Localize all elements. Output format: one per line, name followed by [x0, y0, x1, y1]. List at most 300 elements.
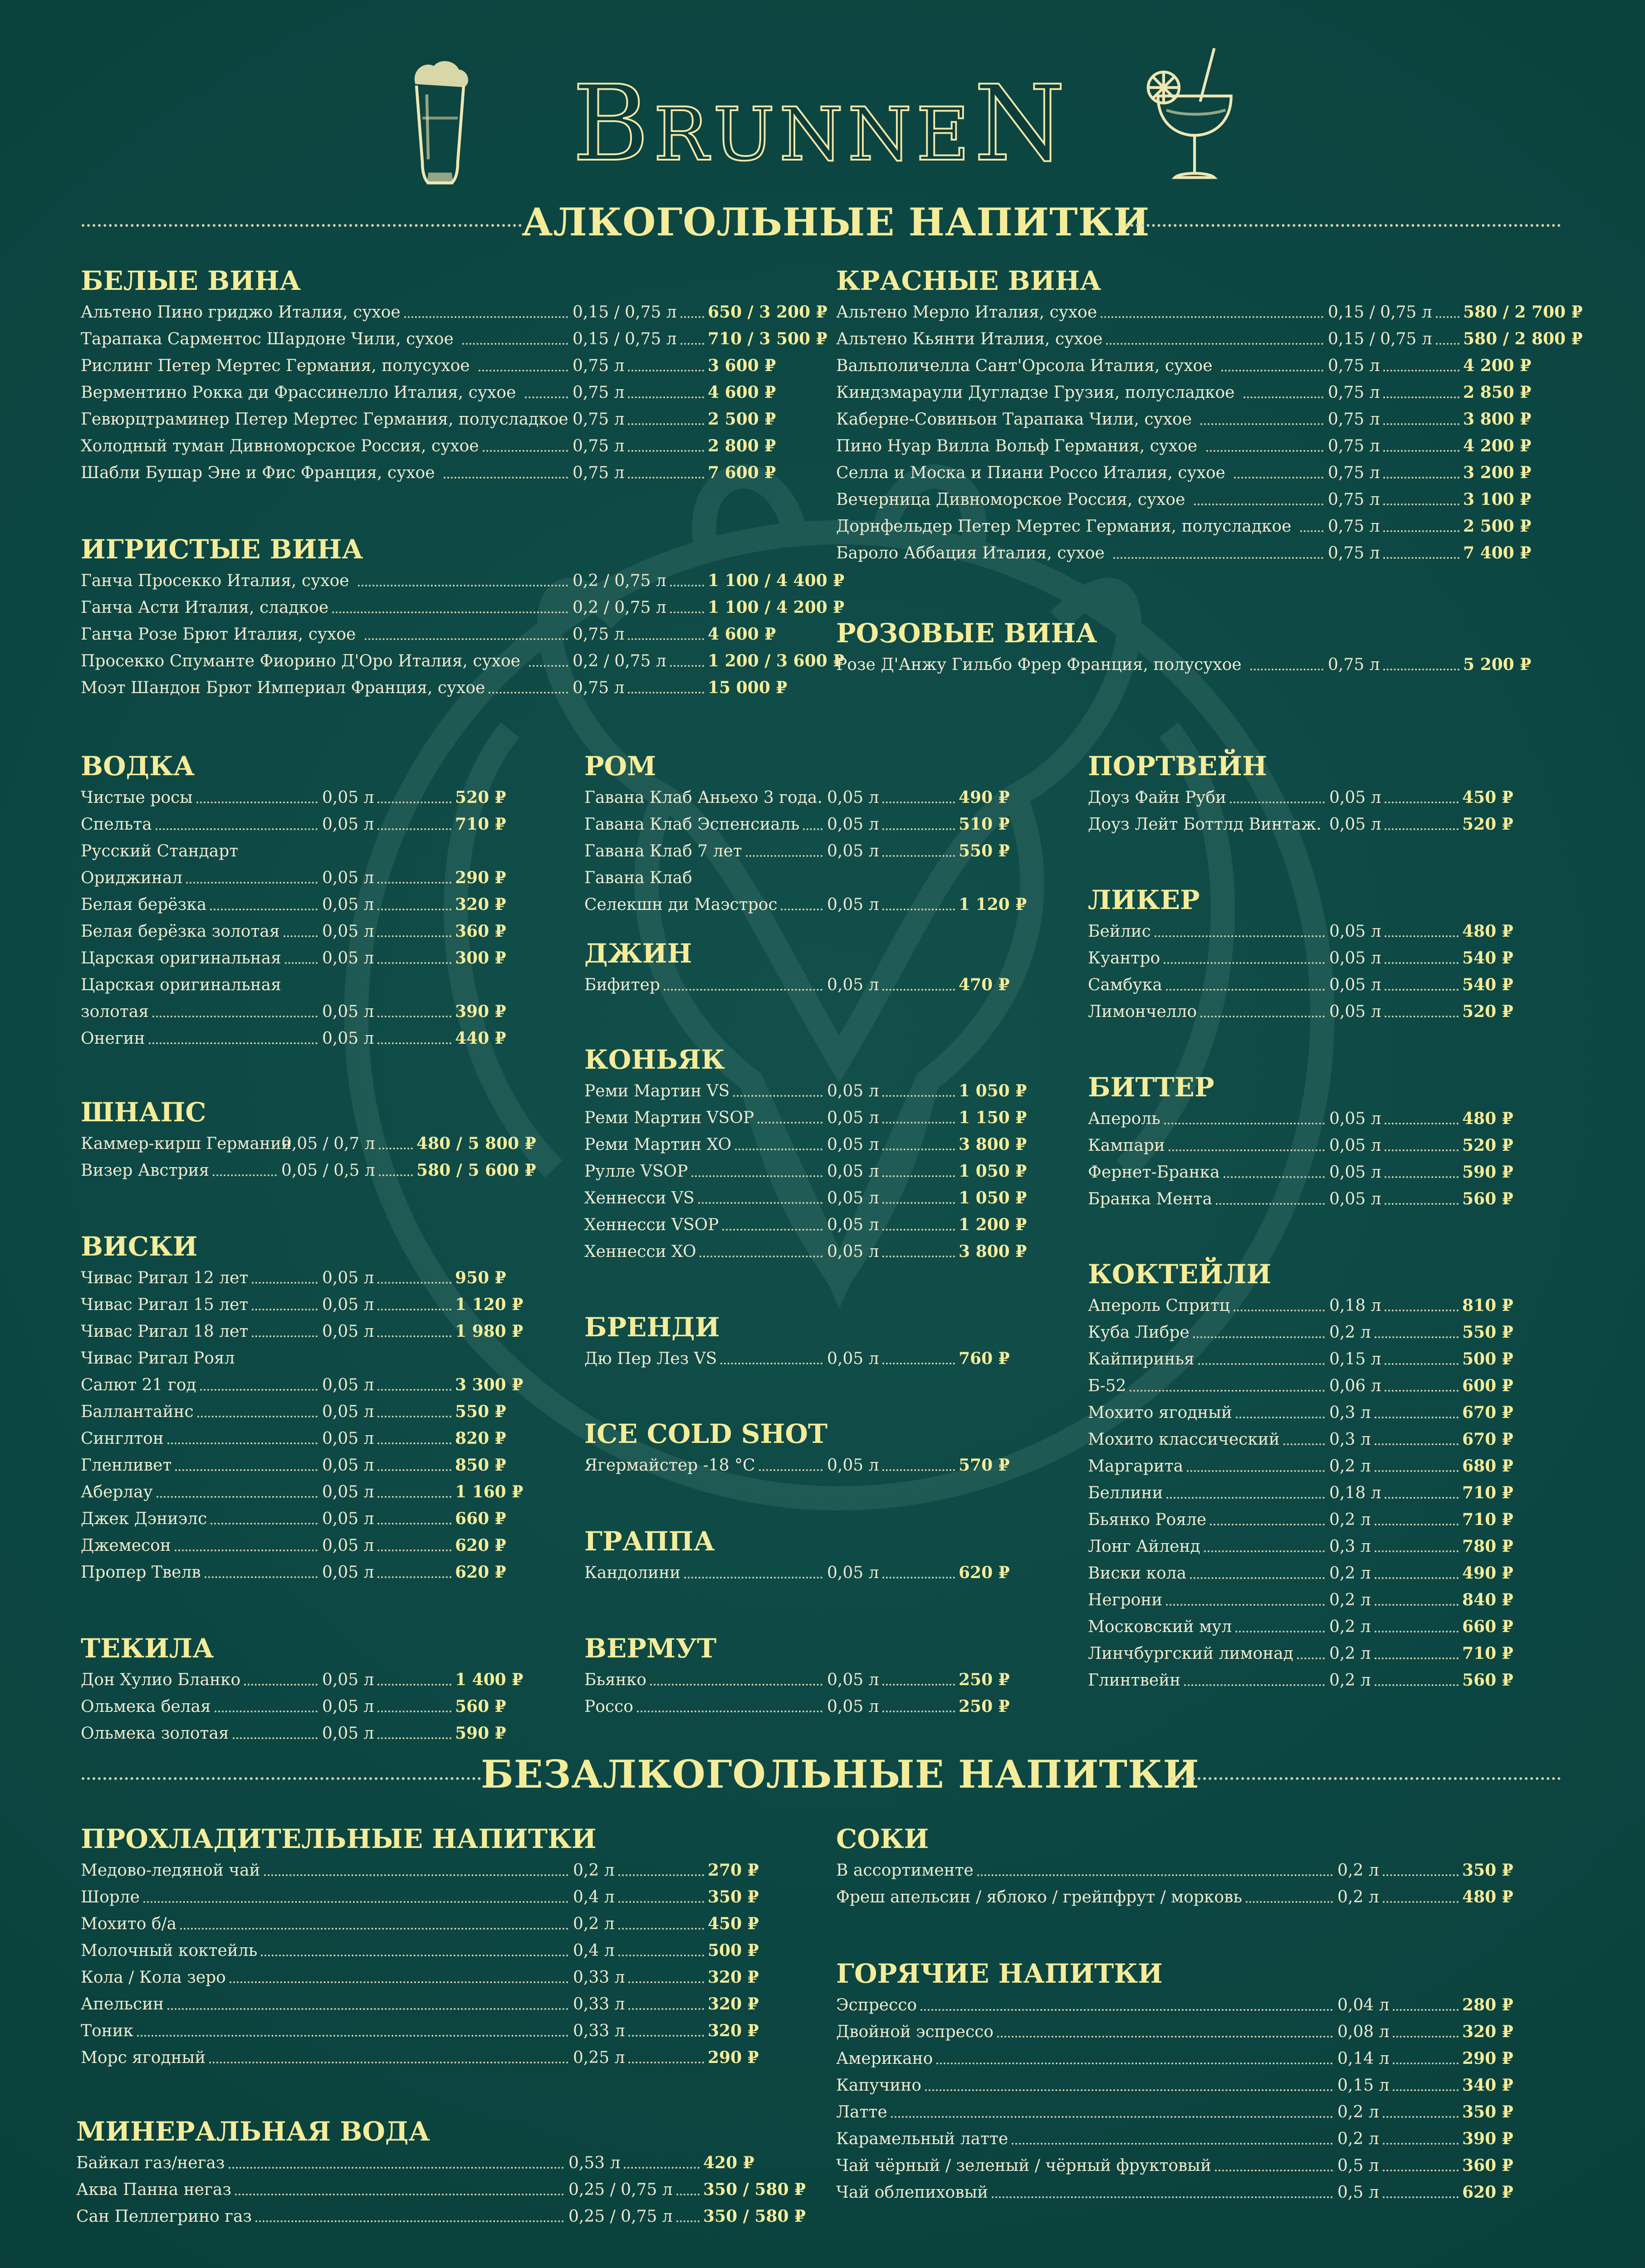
item-volume: 0,05 л [827, 895, 879, 914]
leader-dots [152, 1016, 318, 1017]
item-volume: 0,33 л [573, 1995, 625, 2014]
leader-dots [365, 638, 568, 640]
item-name: Лонг Айленд [1088, 1537, 1200, 1556]
leader-dots [803, 828, 822, 830]
menu-item [1088, 918, 1580, 945]
item-price: 1 100 / 4 200 ₽ [708, 598, 845, 617]
leader-dots [525, 396, 568, 398]
item-name: Рулле VSOP [584, 1162, 688, 1181]
leader-dots [1383, 2143, 1459, 2145]
item-price: 680 ₽ [1462, 1457, 1513, 1476]
leader-dots [379, 1174, 413, 1176]
menu-item [1088, 1373, 1580, 1399]
leader-dots [670, 665, 704, 667]
item-volume: 0,05 л [322, 869, 374, 887]
menu-item [81, 621, 826, 648]
leader-dots [681, 343, 704, 345]
leader-dots [759, 1469, 822, 1471]
item-price: 1 150 ₽ [959, 1108, 1027, 1127]
item-name: Баллантайнс [81, 1403, 194, 1421]
leader-dots [670, 585, 704, 587]
item-volume: 0,05 л [827, 1216, 879, 1234]
group-title-port: ПОРТВЕЙН [1088, 751, 1267, 782]
item-price: 850 ₽ [455, 1456, 506, 1475]
item-name: Русский Стандарт [81, 842, 239, 860]
item-name: Шорле [81, 1888, 140, 1906]
leader-dots [157, 1496, 318, 1498]
leader-dots [1234, 477, 1323, 479]
leader-dots [377, 909, 451, 910]
item-name: Селла и Моска и Пиани Россо Италия, сухое [836, 464, 1225, 482]
leader-dots [1385, 1149, 1459, 1151]
menu-item [81, 1964, 826, 1991]
leader-dots [1383, 1874, 1459, 1876]
leader-dots [1383, 450, 1459, 452]
menu-item [584, 1452, 1077, 1479]
leader-dots [618, 1874, 704, 1876]
leader-dots [992, 2196, 1333, 2198]
leader-dots [1383, 557, 1459, 559]
leader-dots [252, 1309, 318, 1310]
leader-dots [1375, 1417, 1459, 1418]
item-price: 710 ₽ [1462, 1483, 1513, 1502]
item-name: Апероль [1088, 1110, 1160, 1128]
item-price: 550 ₽ [1462, 1323, 1513, 1342]
menu-item [1088, 1667, 1580, 1694]
item-price: 760 ₽ [959, 1349, 1010, 1368]
item-price: 470 ₽ [959, 975, 1010, 994]
leader-dots [1375, 1684, 1459, 1686]
item-volume: 0,18 л [1329, 1296, 1381, 1315]
item-volume: 0,3 л [1329, 1430, 1371, 1449]
item-volume: 0,05 л [322, 788, 374, 807]
item-name: Джек Дэниэлс [81, 1510, 207, 1528]
group-title-rum: РОМ [584, 751, 656, 782]
item-name: Кандолини [584, 1564, 681, 1582]
leader-dots [264, 1874, 568, 1876]
leader-dots [377, 802, 451, 803]
item-volume: 0,05 л [322, 1671, 374, 1689]
leader-dots [1385, 828, 1459, 830]
leader-dots [358, 585, 568, 587]
item-volume: 0,05 л [827, 815, 879, 834]
menu-list-bitter [1088, 1105, 1580, 1212]
item-volume: 0,05 л [827, 1135, 879, 1154]
menu-item [584, 1105, 1077, 1131]
item-price: 350 ₽ [1462, 2102, 1513, 2121]
item-price: 580 / 2 700 ₽ [1463, 303, 1583, 322]
item-price: 320 ₽ [708, 2021, 759, 2040]
leader-dots [1385, 802, 1459, 803]
menu-item [1088, 945, 1580, 972]
item-name: Белая берёзка золотая [81, 922, 280, 941]
item-name: Россо [584, 1697, 633, 1716]
menu-item [836, 2126, 1580, 2152]
group-title-mineral-water: МИНЕРАЛЬНАЯ ВОДА [76, 2116, 430, 2147]
menu-item [1088, 1346, 1580, 1373]
leader-dots [618, 1901, 704, 1903]
item-volume: 0,05 л [1329, 1163, 1381, 1182]
group-title-hot-drinks: ГОРЯЧИЕ НАПИТКИ [836, 1958, 1163, 1989]
leader-dots [882, 989, 955, 991]
item-price: 4 600 ₽ [708, 383, 776, 402]
menu-item [584, 1185, 1077, 1212]
item-name: Моэт Шандон Брют Империал Франция, сухое [81, 679, 485, 697]
item-name: Онегин [81, 1029, 145, 1048]
item-price: 520 ₽ [1462, 815, 1513, 834]
menu-item [1088, 1613, 1580, 1640]
leader-dots [628, 396, 704, 398]
item-name: Байкал газ/негаз [76, 2154, 225, 2172]
menu-item [81, 945, 573, 972]
item-volume: 0,75 л [573, 383, 625, 402]
item-name: Сан Пеллегрино газ [76, 2207, 252, 2226]
leader-dots [1385, 1123, 1459, 1124]
item-price: 540 ₽ [1462, 948, 1513, 968]
item-price: 7 600 ₽ [708, 463, 776, 482]
leader-dots [156, 828, 318, 830]
item-volume: 0,33 л [573, 1968, 625, 1987]
leader-dots [377, 1416, 451, 1418]
item-volume: 0,05 л [827, 788, 879, 807]
item-volume: 0,75 л [573, 625, 625, 644]
item-price: 560 ₽ [455, 1697, 506, 1716]
item-name: Б-52 [1088, 1377, 1126, 1395]
item-price: 2 500 ₽ [708, 410, 776, 429]
menu-item [81, 1372, 573, 1398]
item-name: Мохито классический [1088, 1430, 1280, 1449]
group-title-sparkling-wine: ИГРИСТЫЕ ВИНА [81, 534, 363, 565]
leader-dots [1166, 989, 1325, 991]
menu-list-schnapps [81, 1130, 534, 1184]
item-price: 320 ₽ [1462, 2022, 1513, 2041]
menu-item [584, 1667, 1077, 1693]
item-price: 520 ₽ [455, 788, 506, 807]
item-name: Хеннесси VS [584, 1189, 695, 1207]
brand-logo: BrunneN [572, 64, 1070, 185]
menu-list-juices [836, 1857, 1580, 1911]
item-volume: 0,75 л [573, 357, 625, 375]
leader-dots [684, 1577, 822, 1579]
menu-list-ice-cold-shot [584, 1452, 1077, 1479]
leader-dots [1012, 2143, 1333, 2145]
item-price: 250 ₽ [959, 1697, 1010, 1716]
leader-dots [882, 1149, 955, 1150]
item-name: Альтено Кьянти Италия, сухое [836, 330, 1103, 348]
item-price: 670 ₽ [1462, 1403, 1513, 1422]
item-name: Американо [836, 2049, 933, 2068]
leader-dots [1383, 503, 1459, 505]
group-title-vodka: ВОДКА [81, 751, 195, 782]
leader-dots [1393, 2063, 1459, 2064]
item-name: Дон Хулио Бланко [81, 1671, 241, 1689]
group-title-brandy: БРЕНДИ [584, 1312, 720, 1343]
item-price: 710 ₽ [455, 815, 506, 834]
menu-item [81, 918, 573, 945]
item-volume: 0,33 л [573, 2022, 625, 2040]
menu-list-sparkling-wine [81, 567, 845, 701]
menu-item [584, 972, 1077, 998]
menu-item [1088, 1480, 1580, 1506]
item-volume: 0,05 л [827, 1697, 879, 1716]
menu-item [584, 865, 1077, 891]
item-price: 590 ₽ [455, 1724, 506, 1743]
leader-dots [167, 1442, 318, 1444]
item-price: 350 ₽ [708, 1887, 759, 1906]
leader-dots [285, 962, 318, 964]
item-volume: 0,15 / 0,75 л [1328, 303, 1432, 322]
menu-list-hot-drinks [836, 1992, 1580, 2206]
item-volume: 0,05 л [1329, 1190, 1381, 1208]
menu-item [81, 1345, 573, 1372]
item-name: Мохито ягодный [1088, 1403, 1232, 1422]
item-price: 480 / 5 800 ₽ [416, 1134, 536, 1153]
item-volume: 0,75 л [1328, 383, 1380, 402]
leader-dots [1393, 2036, 1459, 2038]
item-name: Бифитер [584, 976, 660, 994]
item-name: Бароло Аббация Италия, сухое [836, 544, 1105, 562]
leader-dots [1375, 1443, 1459, 1445]
item-price: 1 400 ₽ [455, 1670, 524, 1689]
menu-item [1088, 1292, 1580, 1319]
item-name: Визер Австрия [81, 1161, 210, 1180]
item-price: 3 800 ₽ [959, 1242, 1027, 1261]
item-price: 3 800 ₽ [959, 1135, 1027, 1154]
item-volume: 0,75 л [573, 410, 625, 429]
menu-item [81, 1720, 573, 1747]
leader-dots [650, 1684, 822, 1686]
item-name: Верментино Рокка ди Фрассинелло Италия, сухое [81, 383, 516, 402]
leader-dots [1375, 1524, 1459, 1525]
item-name: Ольмека белая [81, 1697, 211, 1716]
leader-dots [377, 1523, 451, 1525]
item-price: 490 ₽ [959, 788, 1010, 807]
leader-dots [377, 1442, 451, 1444]
item-price: 3 600 ₽ [708, 356, 776, 375]
item-volume: 0,75 л [1328, 410, 1380, 429]
menu-item [584, 1212, 1077, 1238]
leader-dots [200, 1389, 318, 1391]
item-price: 4 600 ₽ [708, 625, 776, 644]
leader-dots [676, 2220, 700, 2222]
leader-dots [720, 1363, 822, 1364]
menu-item [81, 352, 826, 379]
leader-dots [746, 855, 822, 857]
item-volume: 0,2 л [1329, 1618, 1371, 1636]
menu-item [81, 1130, 534, 1157]
item-name: Чивас Ригал 18 лет [81, 1322, 249, 1341]
item-name: Пино Нуар Вилла Вольф Германия, сухое [836, 437, 1198, 455]
item-volume: 0,05 л [827, 1349, 879, 1368]
leader-dots [1246, 1901, 1333, 1903]
leader-dots [997, 2036, 1333, 2038]
leader-dots [377, 1496, 451, 1498]
item-name: Ганча Розе Брют Италия, сухое [81, 625, 356, 644]
leader-dots [377, 1016, 451, 1017]
item-volume: 0,2 л [1329, 1591, 1371, 1609]
item-volume: 0,05 л [1329, 1002, 1381, 1021]
item-name: Мохито б/а [81, 1915, 177, 1933]
item-name: Гевюрцтраминер Петер Мертес Германия, полусладкое [81, 410, 568, 429]
group-title-cold-drinks: ПРОХЛАДИТЕЛЬНЫЕ НАПИТКИ [81, 1823, 597, 1854]
leader-dots [758, 1122, 822, 1124]
leader-dots [379, 1148, 413, 1149]
leader-dots [1198, 1363, 1325, 1365]
item-price: 440 ₽ [455, 1029, 506, 1048]
item-name: Маргарита [1088, 1457, 1184, 1476]
item-volume: 0,75 л [573, 464, 625, 482]
leader-dots [891, 2116, 1333, 2118]
leader-dots [1166, 1497, 1325, 1499]
menu-item [81, 1025, 573, 1052]
item-price: 550 ₽ [455, 1402, 506, 1421]
leader-dots [377, 1309, 451, 1310]
item-price: 810 ₽ [1462, 1296, 1513, 1315]
menu-item [81, 1318, 573, 1345]
leader-dots [483, 450, 568, 452]
menu-item [1088, 1506, 1580, 1533]
item-volume: 0,75 л [1328, 544, 1380, 562]
leader-dots [377, 962, 451, 964]
item-price: 290 ₽ [708, 2048, 759, 2067]
leader-dots [1283, 1443, 1325, 1445]
leader-dots [1215, 2170, 1333, 2171]
leader-dots [1194, 503, 1323, 505]
leader-dots [209, 2062, 568, 2063]
menu-item [1088, 998, 1580, 1025]
menu-item [81, 1452, 573, 1479]
item-volume: 0,05 л [322, 1376, 374, 1394]
leader-dots [1383, 2196, 1459, 2198]
leader-dots [882, 1256, 955, 1257]
menu-item [81, 326, 826, 352]
item-price: 420 ₽ [703, 2153, 754, 2172]
item-price: 1 160 ₽ [455, 1482, 524, 1501]
leader-dots [1200, 1016, 1325, 1017]
item-name: Апероль Спритц [1088, 1296, 1230, 1315]
leader-dots [1383, 2170, 1459, 2171]
leader-dots [1224, 1176, 1325, 1178]
menu-list-vodka [81, 784, 573, 1052]
item-name: Беллини [1088, 1484, 1163, 1502]
item-volume: 0,05 л [322, 922, 374, 941]
leader-dots [444, 477, 568, 479]
item-name: Аберлау [81, 1483, 153, 1501]
item-name: Дю Пер Лез VS [584, 1349, 717, 1368]
group-title-juices: СОКИ [836, 1823, 929, 1854]
leader-dots [377, 828, 451, 830]
menu-item [1088, 972, 1580, 998]
leader-dots [977, 1874, 1333, 1876]
leader-dots [1383, 477, 1459, 479]
group-title-vermouth: ВЕРМУТ [584, 1633, 717, 1664]
leader-dots [1385, 1203, 1459, 1205]
item-volume: 0,05 л [322, 1403, 374, 1421]
item-volume: 0,4 л [573, 1888, 615, 1906]
item-volume: 0,08 л [1337, 2023, 1390, 2041]
item-volume: 0,75 л [1328, 490, 1380, 509]
menu-item [836, 406, 1581, 433]
item-volume: 0,05 л [322, 1269, 374, 1287]
item-price: 350 / 580 ₽ [703, 2180, 806, 2199]
menu-item [81, 433, 826, 459]
leader-dots [698, 1202, 822, 1204]
item-price: 710 ₽ [1462, 1510, 1513, 1529]
item-name: Карамельный латте [836, 2130, 1009, 2148]
item-volume: 0,25 / 0,75 л [568, 2180, 673, 2199]
menu-item [81, 379, 826, 406]
item-name: Альтено Мерло Италия, сухое [836, 303, 1097, 322]
item-volume: 0,05 л [322, 1429, 374, 1448]
item-price: 3 300 ₽ [455, 1375, 524, 1394]
menu-list-mineral-water [76, 2150, 821, 2230]
item-volume: 0,05 л [827, 842, 879, 860]
leader-dots [377, 882, 451, 884]
menu-list-grappa [584, 1559, 1077, 1586]
menu-item [76, 2150, 821, 2176]
item-price: 290 ₽ [1462, 2049, 1513, 2068]
item-price: 600 ₽ [1462, 1376, 1513, 1395]
divider-line [1125, 224, 1561, 227]
item-volume: 0,05 л [827, 1242, 879, 1261]
menu-item [1088, 1560, 1580, 1587]
item-volume: 0,2 л [1329, 1671, 1371, 1690]
leader-dots [882, 1684, 955, 1686]
leader-dots [489, 692, 568, 694]
item-volume: 0,75 л [573, 437, 625, 455]
item-name: Вечерница Дивноморское Россия, сухое [836, 490, 1185, 509]
leader-dots [1169, 1149, 1325, 1151]
item-price: 1 120 ₽ [959, 895, 1027, 914]
leader-dots [1436, 343, 1459, 345]
menu-item [836, 2072, 1580, 2099]
menu-item [836, 486, 1581, 513]
item-name: Апельсин [81, 1995, 164, 2014]
item-volume: 0,05 л [322, 1322, 374, 1341]
item-volume: 0,05 л [322, 1002, 374, 1021]
item-name: Чивас Ригал 15 лет [81, 1295, 249, 1314]
leader-dots [1375, 1336, 1459, 1338]
menu-item [1088, 1105, 1580, 1132]
item-price: 3 800 ₽ [1463, 410, 1532, 429]
leader-dots [1385, 1363, 1459, 1365]
item-name: Салют 21 год [81, 1376, 196, 1394]
menu-item [584, 838, 1077, 865]
menu-list-rose-wine [836, 651, 1581, 678]
leader-dots [261, 1955, 568, 1956]
item-volume: 0,05 л [827, 976, 879, 994]
item-volume: 0,25 / 0,75 л [568, 2207, 673, 2226]
leader-dots [882, 909, 955, 910]
leader-dots [229, 2167, 564, 2169]
item-price: 3 100 ₽ [1463, 490, 1532, 509]
menu-item [81, 1505, 573, 1532]
menu-item [81, 1532, 573, 1559]
group-title-white-wine: БЕЛЫЕ ВИНА [81, 265, 301, 296]
leader-dots [670, 611, 704, 613]
item-price: 1 050 ₽ [959, 1188, 1027, 1207]
item-volume: 0,53 л [568, 2154, 621, 2172]
menu-item [81, 594, 845, 621]
menu-list-cold-drinks [81, 1857, 826, 2071]
item-price: 820 ₽ [455, 1429, 506, 1448]
group-title-schnapps: ШНАПС [81, 1097, 206, 1128]
menu-list-gin [584, 972, 1077, 998]
leader-dots [628, 450, 704, 452]
item-volume: 0,2 л [1337, 1888, 1379, 1906]
menu-list-rum [584, 784, 1077, 918]
leader-dots [1383, 530, 1459, 532]
